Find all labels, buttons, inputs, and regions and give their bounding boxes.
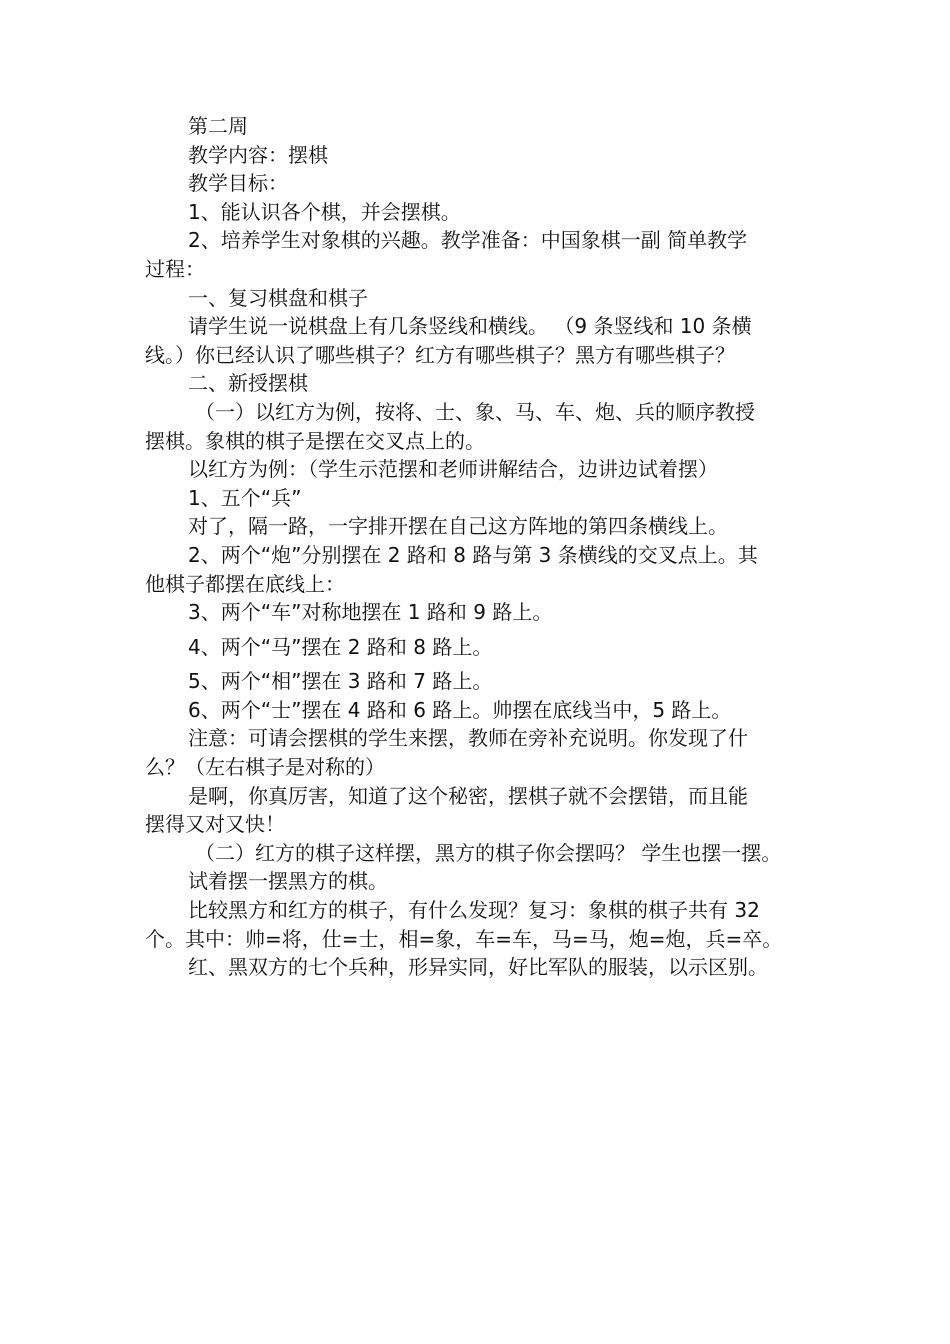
try-black-paragraph: 试着摆一摆黑方的棋。 [188, 869, 388, 894]
step-5: 5、两个“相”摆在 3 路和 7 路上。 [188, 669, 493, 694]
goal-2: 2、培养学生对象棋的兴趣。教学准备：中国象棋一副 简单教学 [188, 228, 748, 253]
step-4: 4、两个“马”摆在 2 路和 8 路上。 [188, 634, 493, 659]
step-3: 3、两个“车”对称地摆在 1 路和 9 路上。 [188, 600, 553, 625]
review-paragraph: 请学生说一说棋盘上有几条竖线和横线。 （9 条竖线和 10 条横 [188, 314, 752, 339]
step-1-detail: 对了，隔一路，一字排开摆在自己这方阵地的第四条横线上。 [188, 514, 728, 539]
step-2-cont: 他棋子都摆在底线上： [145, 571, 345, 596]
compare-paragraph: 比较黑方和红方的棋子，有什么发现？复习：象棋的棋子共有 32 [188, 898, 760, 923]
section-review-heading: 一、复习棋盘和棋子 [188, 285, 368, 310]
document-body [145, 112, 815, 982]
example-paragraph: 以红方为例：（学生示范摆和老师讲解结合，边讲边试着摆） [188, 457, 718, 482]
step-6: 6、两个“士”摆在 4 路和 6 路上。帅摆在底线当中，5 路上。 [188, 697, 732, 722]
teaching-content: 教学内容：摆棋 [188, 142, 328, 167]
review-paragraph-cont: 线。）你已经认识了哪些棋子？红方有哪些棋子？黑方有哪些棋子？ [145, 342, 735, 367]
section-new-heading: 二、新授摆棋 [188, 371, 308, 396]
part-one-paragraph: （一）以红方为例，按将、士、象、马、车、炮、兵的顺序教授 [195, 399, 755, 424]
goal-1: 1、能认识各个棋，并会摆棋。 [188, 199, 461, 224]
compare-paragraph-cont: 个。其中：帅=将，仕=士，相=象，车=车，马=马，炮=炮，兵=卒。 [145, 926, 783, 951]
note-paragraph-cont: 么？（左右棋子是对称的） [145, 755, 385, 780]
part-one-paragraph-cont: 摆棋。象棋的棋子是摆在交叉点上的。 [145, 428, 485, 453]
closing-paragraph: 红、黑双方的七个兵种，形异实同，好比军队的服装，以示区别。 [188, 955, 768, 980]
note-paragraph: 注意：可请会摆棋的学生来摆，教师在旁补充说明。你发现了什 [188, 726, 748, 751]
praise-paragraph-cont: 摆得又对又快！ [145, 812, 285, 837]
step-2: 2、两个“炮”分别摆在 2 路和 8 路与第 3 条横线的交叉点上。其 [188, 542, 758, 567]
step-1: 1、五个“兵” [188, 485, 302, 510]
part-two-paragraph: （二）红方的棋子这样摆，黑方的棋子你会摆吗？ 学生也摆一摆。 [195, 840, 782, 865]
goal-2-cont: 过程： [145, 256, 205, 281]
teaching-goals-label: 教学目标： [188, 171, 288, 196]
week-heading: 第二周 [188, 114, 248, 138]
praise-paragraph: 是啊，你真厉害，知道了这个秘密，摆棋子就不会摆错，而且能 [188, 783, 748, 808]
